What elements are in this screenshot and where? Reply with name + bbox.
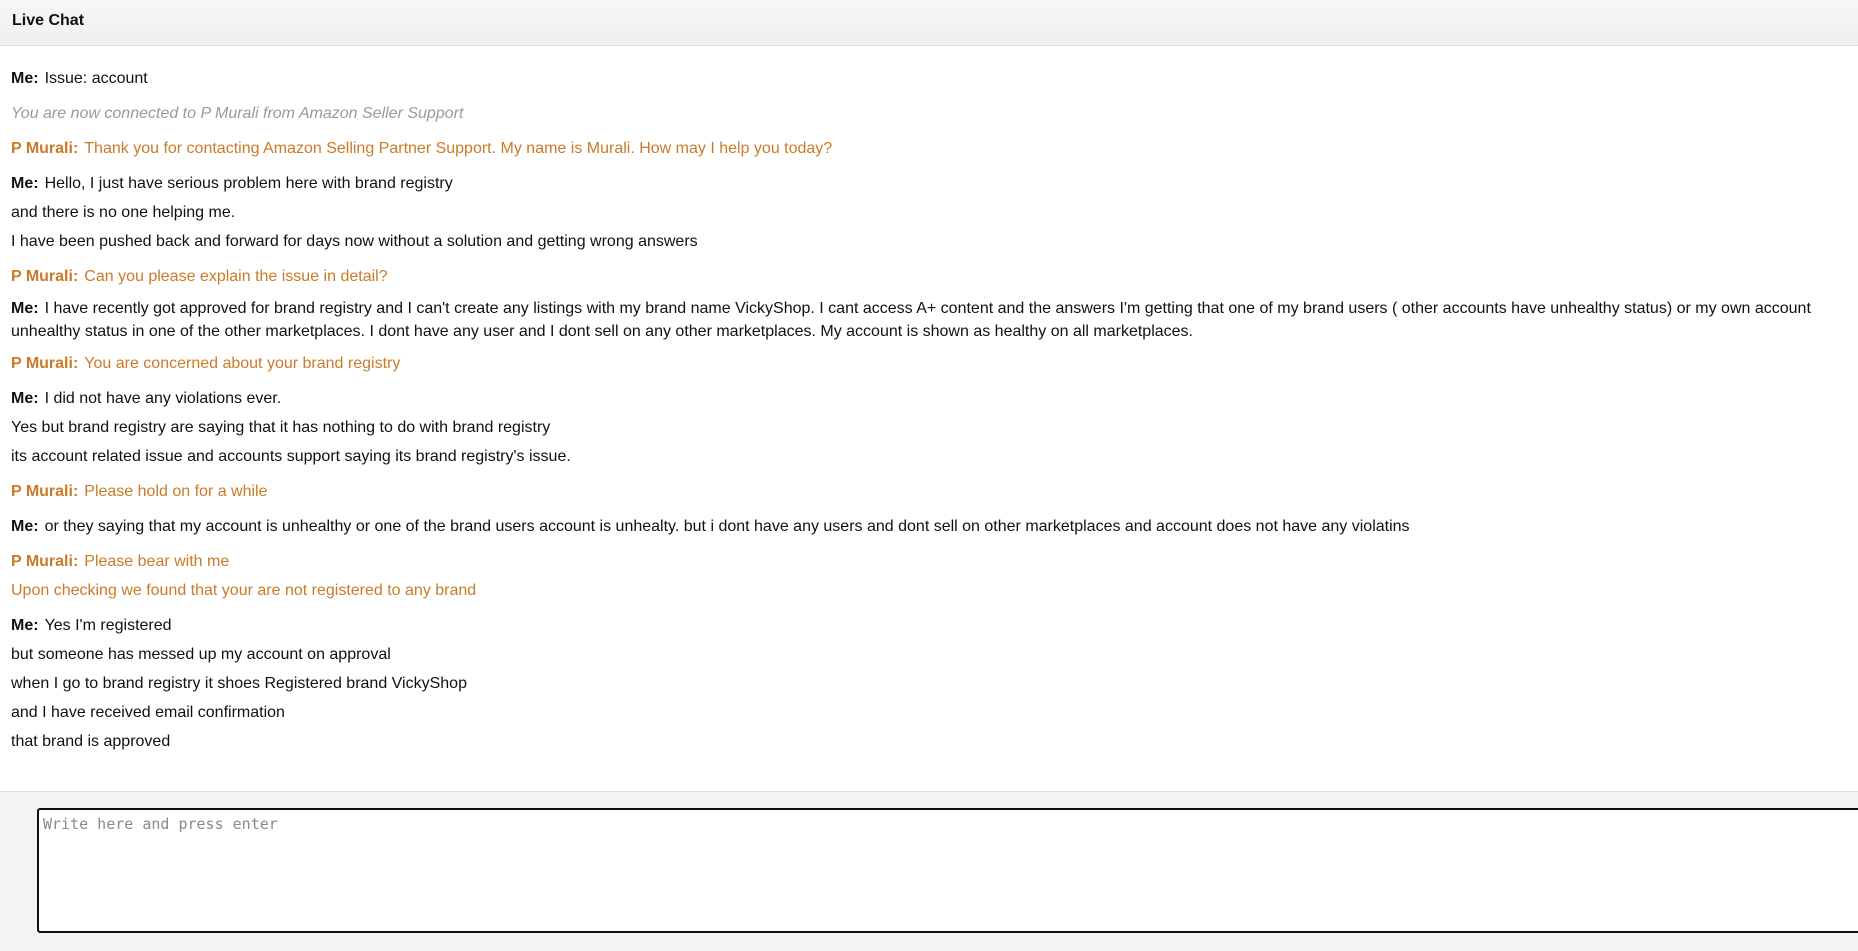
chat-title: Live Chat	[12, 12, 85, 29]
message-line	[11, 227, 1858, 256]
message-text: You are concerned about your brand registry	[84, 355, 401, 372]
message-line	[11, 669, 1858, 698]
message-line	[11, 611, 1858, 640]
message-sender: P Murali:	[11, 483, 79, 500]
message-text: I did not have any violations ever.	[44, 390, 282, 407]
user-message	[11, 384, 1858, 471]
message-text: Thank you for contacting Amazon Selling Partner Support. My name is Murali. How may I help you today?	[84, 140, 833, 157]
message-sender: P Murali:	[11, 268, 79, 285]
message-sender: P Murali:	[11, 140, 79, 157]
message-sender: Me:	[11, 175, 39, 192]
message-line	[11, 99, 1858, 128]
message-line	[11, 698, 1858, 727]
message-text: and there is no one helping me.	[11, 204, 236, 221]
message-text: I have been pushed back and forward for days now without a solution and getting wrong answers	[11, 233, 698, 250]
user-message	[11, 64, 1858, 93]
message-text: when I go to brand registry it shoes Registered brand VickyShop	[11, 675, 467, 692]
message-sender: P Murali:	[11, 553, 79, 570]
message-text: Upon checking we found that your are not registered to any brand	[11, 582, 477, 599]
message-input[interactable]	[37, 808, 1858, 933]
message-line	[11, 477, 1858, 506]
message-line	[11, 384, 1858, 413]
message-text: Issue: account	[44, 70, 148, 87]
message-line	[11, 198, 1858, 227]
message-text: and I have received email confirmation	[11, 704, 285, 721]
message-text: Please bear with me	[84, 553, 230, 570]
agent-message	[11, 262, 1858, 291]
agent-message	[11, 349, 1858, 378]
message-line	[11, 413, 1858, 442]
message-text: Can you please explain the issue in detail?	[84, 268, 388, 285]
message-sender: Me:	[11, 70, 39, 87]
message-sender: Me:	[11, 390, 39, 407]
message-text: Yes but brand registry are saying that it has nothing to do with brand registry	[11, 419, 551, 436]
message-line	[11, 576, 1858, 605]
message-sender: Me:	[11, 300, 39, 317]
message-text: Yes I'm registered	[44, 617, 172, 634]
message-sender: Me:	[11, 518, 39, 535]
message-text: but someone has messed up my account on approval	[11, 646, 391, 663]
message-text: or they saying that my account is unhealthy or one of the brand users account is unhealty. but i dont have any users and dont sell on other marketplaces and account does not have any violatins	[44, 518, 1410, 535]
message-line	[11, 134, 1858, 163]
message-line	[11, 512, 1858, 541]
message-line	[11, 442, 1858, 471]
message-sender: Me:	[11, 617, 39, 634]
message-line	[11, 349, 1858, 378]
message-line	[11, 169, 1858, 198]
message-line	[11, 640, 1858, 669]
agent-message	[11, 477, 1858, 506]
chat-header	[0, 0, 1858, 46]
message-sender: P Murali:	[11, 355, 79, 372]
user-message	[11, 169, 1858, 256]
message-text: You are now connected to P Murali from Amazon Seller Support	[11, 105, 464, 122]
message-line	[11, 547, 1858, 576]
user-message	[11, 297, 1858, 343]
agent-message	[11, 134, 1858, 163]
message-line	[11, 64, 1858, 93]
user-message	[11, 611, 1858, 756]
message-line	[11, 297, 1858, 320]
message-text: Hello, I just have serious problem here with brand registry	[44, 175, 453, 192]
message-line	[11, 320, 1858, 343]
message-text: that brand is approved	[11, 733, 171, 750]
message-text: its account related issue and accounts support saying its brand registry's issue.	[11, 448, 571, 465]
message-text: I have recently got approved for brand registry and I can't create any listings with my brand name VickyShop. I cant access A+ content and the answers I'm getting that one of my brand users ( other accounts have unhealthy status) or my own account	[44, 300, 1811, 317]
chat-log[interactable]	[11, 64, 1858, 762]
user-message	[11, 512, 1858, 541]
message-line	[11, 262, 1858, 291]
agent-message	[11, 547, 1858, 605]
message-line	[11, 727, 1858, 756]
message-text: Please hold on for a while	[84, 483, 268, 500]
system-message	[11, 99, 1858, 128]
message-text: unhealthy status in one of the other marketplaces. I dont have any user and I dont sell on any other marketplaces. My account is shown as healthy on all marketplaces.	[11, 323, 1193, 340]
